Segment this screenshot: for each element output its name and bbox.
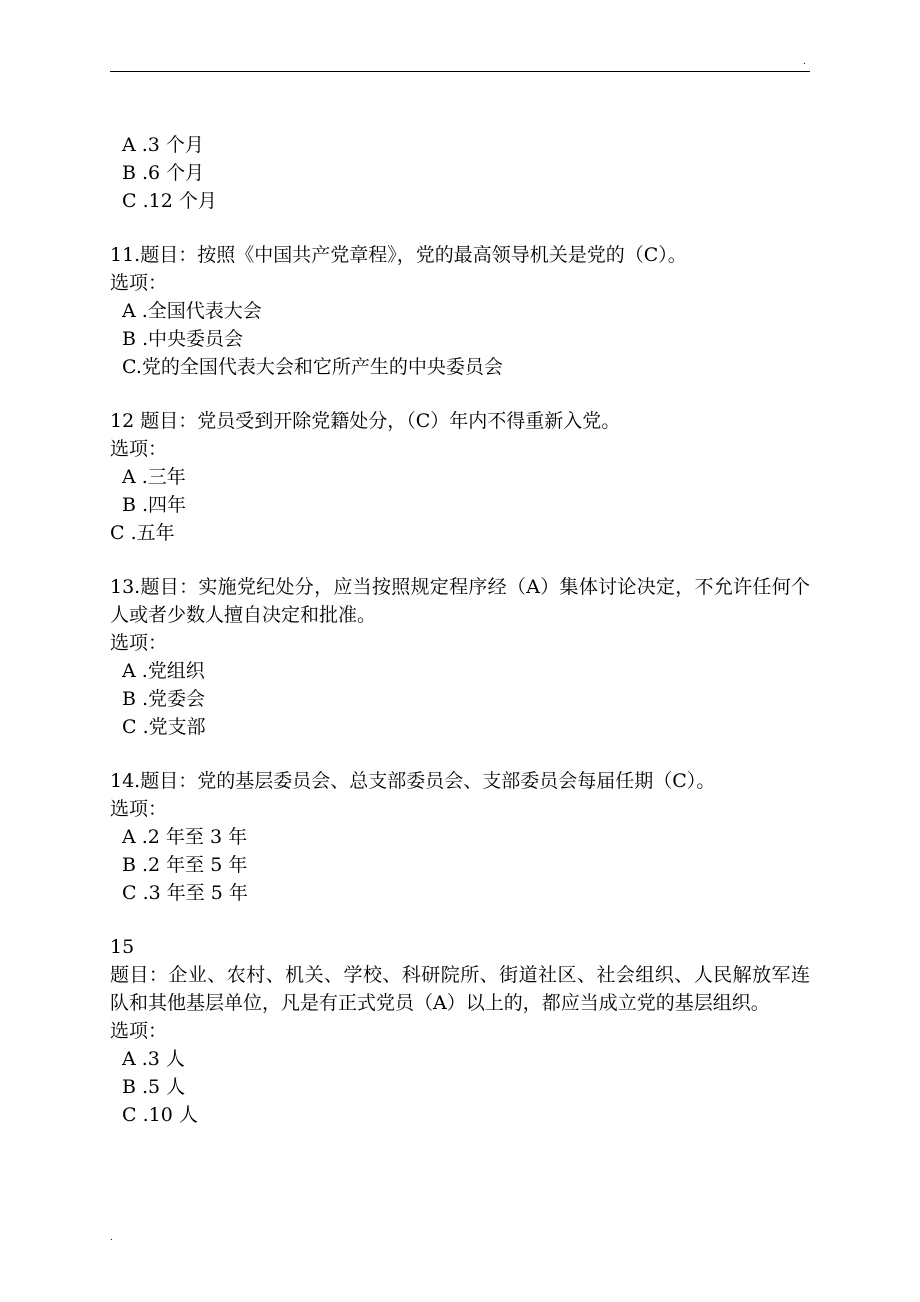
- options-label: 选项：: [110, 632, 168, 654]
- header-mark: .: [803, 56, 806, 67]
- options-label: 选项：: [110, 1020, 168, 1042]
- option-b: B .中央委员会: [122, 328, 244, 350]
- options-label: 选项：: [110, 438, 168, 460]
- question-text: 14.题目：党的基层委员会、总支部委员会、支部委员会每届任期（C）。: [110, 770, 716, 792]
- question-text: 12 题目：党员受到开除党籍处分，（C）年内不得重新入党。: [110, 410, 621, 432]
- question-15: [110, 933, 810, 1129]
- option-a: A .3 个月: [122, 134, 204, 156]
- question-14: [110, 767, 810, 907]
- option-b: B .四年: [122, 494, 187, 516]
- previous-question-options: [110, 131, 810, 215]
- question-12: [110, 407, 810, 547]
- option-b: B .2 年至 5 年: [122, 854, 248, 876]
- option-c: C .3 年至 5 年: [122, 882, 248, 904]
- question-text: 题目：企业、农村、机关、学校、科研院所、街道社区、社会组织、人民解放军连队和其他基层单位，凡是有正式党员（A）以上的，都应当成立党的基层组织。: [110, 964, 810, 1014]
- question-13: [110, 573, 810, 741]
- options-label: 选项：: [110, 272, 168, 294]
- option-a: A .全国代表大会: [122, 300, 262, 322]
- question-text: 11.题目：按照《中国共产党章程》，党的最高领导机关是党的（C）。: [110, 244, 687, 266]
- option-a: A .三年: [122, 466, 186, 488]
- option-b: B .党委会: [122, 688, 206, 710]
- header-rule: [110, 71, 810, 72]
- question-number: 15: [110, 936, 135, 958]
- option-c: C.党的全国代表大会和它所产生的中央委员会: [122, 356, 503, 378]
- question-text: 13.题目：实施党纪处分，应当按照规定程序经（A）集体讨论决定，不允许任何个人或者少数人擅自决定和批准。: [110, 576, 810, 626]
- footer-mark: .: [110, 1232, 113, 1243]
- option-a: A .党组织: [122, 660, 205, 682]
- option-c: C .党支部: [122, 716, 206, 738]
- option-b: B .6 个月: [122, 162, 205, 184]
- options-label: 选项：: [110, 798, 168, 820]
- option-c: C .五年: [110, 522, 175, 544]
- option-b: B .5 人: [122, 1076, 186, 1098]
- document-body: [110, 131, 810, 1129]
- option-a: A .2 年至 3 年: [122, 826, 248, 848]
- option-c: C .12 个月: [122, 190, 217, 212]
- option-c: C .10 人: [122, 1104, 198, 1126]
- question-11: [110, 241, 810, 381]
- option-a: A .3 人: [122, 1048, 185, 1070]
